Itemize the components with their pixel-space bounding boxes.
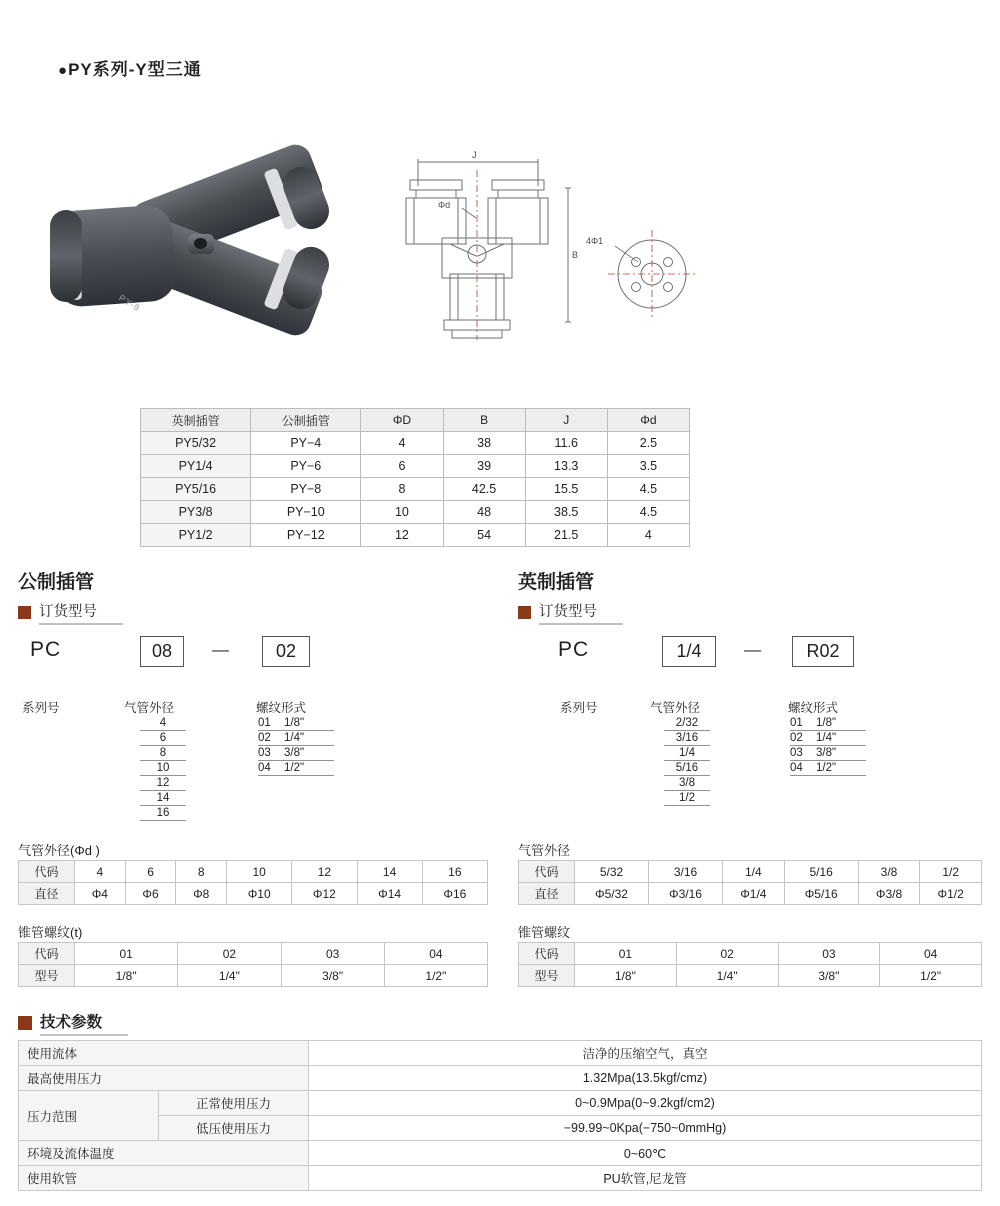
param-value: 洁净的压缩空气，真空 [309, 1041, 982, 1066]
cell: PY1/2 [141, 524, 251, 547]
param-key: 环境及流体温度 [19, 1141, 309, 1166]
table-header-row [141, 409, 690, 432]
cell: Φ16 [422, 883, 487, 905]
param-subkey: 正常使用压力 [159, 1091, 309, 1116]
thread-option-code: 02 [790, 732, 803, 744]
cell: PY−8 [251, 478, 361, 501]
thread-option [258, 746, 334, 761]
thread-option [258, 731, 334, 746]
tube-size-code-imperial[interactable]: 1/4 [662, 636, 716, 667]
cell: Φ4 [75, 883, 126, 905]
cell: 3/8 [858, 861, 920, 883]
series-code-imperial: PC [558, 638, 590, 661]
cell: 5/16 [784, 861, 858, 883]
code-dash-metric: — [212, 640, 229, 659]
cell: 39 [443, 455, 525, 478]
th-j: J [525, 409, 607, 432]
brand-marking: PY-8 [117, 292, 143, 314]
cell: 6 [361, 455, 443, 478]
table-row [141, 524, 690, 547]
cell: Φ8 [176, 883, 227, 905]
table-row [19, 861, 488, 883]
cell: 1/8" [575, 965, 677, 987]
table-row [519, 943, 982, 965]
tube-option-list-metric [140, 716, 186, 821]
row-label: 直径 [519, 883, 575, 905]
code-dash-imperial: — [744, 640, 761, 659]
row-label: 代码 [519, 943, 575, 965]
cell: 4 [361, 432, 443, 455]
table-row [19, 1141, 982, 1166]
table-row [19, 1066, 982, 1091]
cell: 13.3 [525, 455, 607, 478]
param-value: 0~0.9Mpa(0~9.2kgf/cm2) [309, 1091, 982, 1116]
thread-table-title-imperial: 锥管螺纹 [518, 925, 571, 940]
cell: 21.5 [525, 524, 607, 547]
table-row [141, 455, 690, 478]
table-row [141, 478, 690, 501]
series-code-metric: PC [30, 638, 62, 661]
param-key: 最高使用压力 [19, 1066, 309, 1091]
table-row [519, 861, 982, 883]
thread-option-code: 03 [790, 747, 803, 759]
cell: PY1/4 [141, 455, 251, 478]
tube-code-table-imperial [518, 860, 982, 905]
cell: 02 [178, 943, 281, 965]
dim-label-4phi1: 4Φ1 [586, 236, 604, 246]
cell: 3.5 [607, 455, 689, 478]
bullet-icon: ● [58, 62, 69, 79]
cell: 4 [75, 861, 126, 883]
tube-option: 3/16 [664, 731, 710, 746]
table-row [141, 432, 690, 455]
th-metric: 公制插管 [251, 409, 361, 432]
cell: 12 [292, 861, 357, 883]
square-marker-icon [518, 606, 531, 619]
cell: 1/2 [920, 861, 982, 883]
param-subkey: 低压使用压力 [159, 1116, 309, 1141]
cell: 3/8" [778, 965, 880, 987]
tube-option: 10 [140, 761, 186, 776]
thread-table-title-metric: 锥管螺纹(t) [18, 925, 83, 940]
cell: 42.5 [443, 478, 525, 501]
cell: 3/8" [281, 965, 384, 987]
cell: 12 [361, 524, 443, 547]
order-code-label: 订货型号 [539, 600, 623, 625]
order-code-label: 订货型号 [39, 600, 123, 625]
param-key: 使用软管 [19, 1166, 309, 1191]
tech-params-header [18, 1010, 128, 1036]
row-label: 型号 [19, 965, 75, 987]
cell: PY−12 [251, 524, 361, 547]
cell: 10 [361, 501, 443, 524]
cell: 02 [676, 943, 778, 965]
thread-option [790, 731, 866, 746]
cell: 6 [125, 861, 176, 883]
cell: PY−10 [251, 501, 361, 524]
thread-option [258, 761, 334, 776]
cell: 1/2" [880, 965, 982, 987]
drawing-svg [380, 126, 710, 366]
dim-label-j: J [472, 150, 477, 160]
tube-option: 6 [140, 731, 186, 746]
table-row [19, 1041, 982, 1066]
param-value: −99.99~0Kpa(−750~0mmHg) [309, 1116, 982, 1141]
cell: Φ14 [357, 883, 422, 905]
cell: 04 [384, 943, 487, 965]
thread-option [258, 716, 334, 731]
order-code-header-metric [18, 600, 123, 625]
label-tube-metric: 气管外径 [124, 701, 175, 715]
cell: Φ12 [292, 883, 357, 905]
cell: 1/8" [75, 965, 178, 987]
thread-option-size: 3/8" [284, 747, 305, 759]
tech-params-table [18, 1040, 982, 1191]
thread-option [790, 761, 866, 776]
row-label: 代码 [19, 861, 75, 883]
th-imperial: 英制插管 [141, 409, 251, 432]
thread-option-list-metric [258, 716, 334, 776]
thread-code-metric[interactable]: 02 [262, 636, 310, 667]
table-row [141, 501, 690, 524]
cell: 1/2" [384, 965, 487, 987]
cell: 01 [575, 943, 677, 965]
cell: 03 [778, 943, 880, 965]
param-value: PU软管,尼龙管 [309, 1166, 982, 1191]
thread-option-size: 1/8" [816, 717, 837, 729]
thread-option-size: 1/8" [284, 717, 305, 729]
product-photo [36, 130, 366, 370]
tube-option: 12 [140, 776, 186, 791]
cell: Φ5/16 [784, 883, 858, 905]
cell: Φ6 [125, 883, 176, 905]
cell: 38 [443, 432, 525, 455]
table-row [19, 943, 488, 965]
cell: 10 [227, 861, 292, 883]
technical-drawing [380, 126, 710, 366]
table-row [19, 883, 488, 905]
table-row [19, 1116, 982, 1141]
tube-table-title-imperial: 气管外径 [518, 843, 571, 858]
thread-option-size: 1/2" [284, 762, 305, 774]
cell: 4.5 [607, 478, 689, 501]
th-phi-d: Φd [607, 409, 689, 432]
cell: 5/32 [575, 861, 649, 883]
cell: 1/4" [178, 965, 281, 987]
cell: 15.5 [525, 478, 607, 501]
cell: Φ10 [227, 883, 292, 905]
th-phi-d-cap: ΦD [361, 409, 443, 432]
tube-option: 16 [140, 806, 186, 821]
thread-option-code: 04 [258, 762, 271, 774]
table-row [519, 965, 982, 987]
cell: Φ3/8 [858, 883, 920, 905]
thread-option [790, 746, 866, 761]
cell: 48 [443, 501, 525, 524]
tube-option: 4 [140, 716, 186, 731]
thread-option-size: 1/2" [816, 762, 837, 774]
param-value: 1.32Mpa(13.5kgf/cmz) [309, 1066, 982, 1091]
tube-table-title-metric: 气管外径(Φd ) [18, 843, 100, 858]
cell: 1/4" [676, 965, 778, 987]
row-label: 型号 [519, 965, 575, 987]
release-cap-main [50, 210, 82, 302]
cell: 4.5 [607, 501, 689, 524]
thread-option-code: 02 [258, 732, 271, 744]
label-thread-imperial: 螺纹形式 [788, 701, 839, 715]
page-title-text: PY系列-Y型三通 [68, 60, 202, 79]
dim-label-b: B [572, 250, 579, 260]
dim-label-phid: Φd [438, 200, 451, 210]
center-hole [194, 238, 207, 249]
tube-option: 3/8 [664, 776, 710, 791]
thread-option-list-imperial [790, 716, 866, 776]
thread-code-imperial[interactable]: R02 [792, 636, 854, 667]
table-row [519, 883, 982, 905]
table-row [19, 1166, 982, 1191]
param-key: 压力范围 [19, 1091, 159, 1141]
cell: 11.6 [525, 432, 607, 455]
label-thread-metric: 螺纹形式 [256, 701, 307, 715]
cell: Φ1/2 [920, 883, 982, 905]
tube-option: 5/16 [664, 761, 710, 776]
square-marker-icon [18, 1016, 32, 1030]
cell: 8 [361, 478, 443, 501]
thread-option-size: 1/4" [284, 732, 305, 744]
table-row [19, 965, 488, 987]
thread-option [790, 716, 866, 731]
thread-option-size: 1/4" [816, 732, 837, 744]
param-key: 使用流体 [19, 1041, 309, 1066]
cell: 54 [443, 524, 525, 547]
thread-option-code: 01 [258, 717, 271, 729]
tube-option: 1/4 [664, 746, 710, 761]
row-label: 直径 [19, 883, 75, 905]
cell: Φ1/4 [723, 883, 785, 905]
cell: PY−6 [251, 455, 361, 478]
cell: 01 [75, 943, 178, 965]
row-label: 代码 [519, 861, 575, 883]
section-heading-imperial: 英制插管 [518, 572, 595, 593]
param-value: 0~60℃ [309, 1141, 982, 1166]
tech-params-title: 技术参数 [40, 1010, 128, 1036]
order-code-header-imperial [518, 600, 623, 625]
cell: PY5/32 [141, 432, 251, 455]
cell: 38.5 [525, 501, 607, 524]
label-tube-imperial: 气管外径 [650, 701, 701, 715]
tube-option: 1/2 [664, 791, 710, 806]
thread-code-table-imperial [518, 942, 982, 987]
thread-option-code: 03 [258, 747, 271, 759]
cell: 8 [176, 861, 227, 883]
dimension-table [140, 408, 690, 547]
cell: 04 [880, 943, 982, 965]
tube-option-list-imperial [664, 716, 710, 806]
table-row [19, 1091, 982, 1116]
tube-code-table-metric [18, 860, 488, 905]
cell: 2.5 [607, 432, 689, 455]
cell: 16 [422, 861, 487, 883]
label-series-metric: 系列号 [22, 701, 60, 715]
cell: 1/4 [723, 861, 785, 883]
page-title [58, 55, 202, 80]
thread-option-size: 3/8" [816, 747, 837, 759]
label-series-imperial: 系列号 [560, 701, 598, 715]
cell: 03 [281, 943, 384, 965]
tube-option: 8 [140, 746, 186, 761]
thread-code-table-metric [18, 942, 488, 987]
cell: 14 [357, 861, 422, 883]
th-b: B [443, 409, 525, 432]
cell: 4 [607, 524, 689, 547]
tube-option: 2/32 [664, 716, 710, 731]
cell: Φ3/16 [649, 883, 723, 905]
cell: PY−4 [251, 432, 361, 455]
cell: 3/16 [649, 861, 723, 883]
cell: Φ5/32 [575, 883, 649, 905]
section-heading-metric: 公制插管 [18, 572, 95, 593]
cell: PY3/8 [141, 501, 251, 524]
row-label: 代码 [19, 943, 75, 965]
tube-size-code-metric[interactable]: 08 [140, 636, 184, 667]
thread-option-code: 04 [790, 762, 803, 774]
square-marker-icon [18, 606, 31, 619]
tube-option: 14 [140, 791, 186, 806]
cell: PY5/16 [141, 478, 251, 501]
thread-option-code: 01 [790, 717, 803, 729]
